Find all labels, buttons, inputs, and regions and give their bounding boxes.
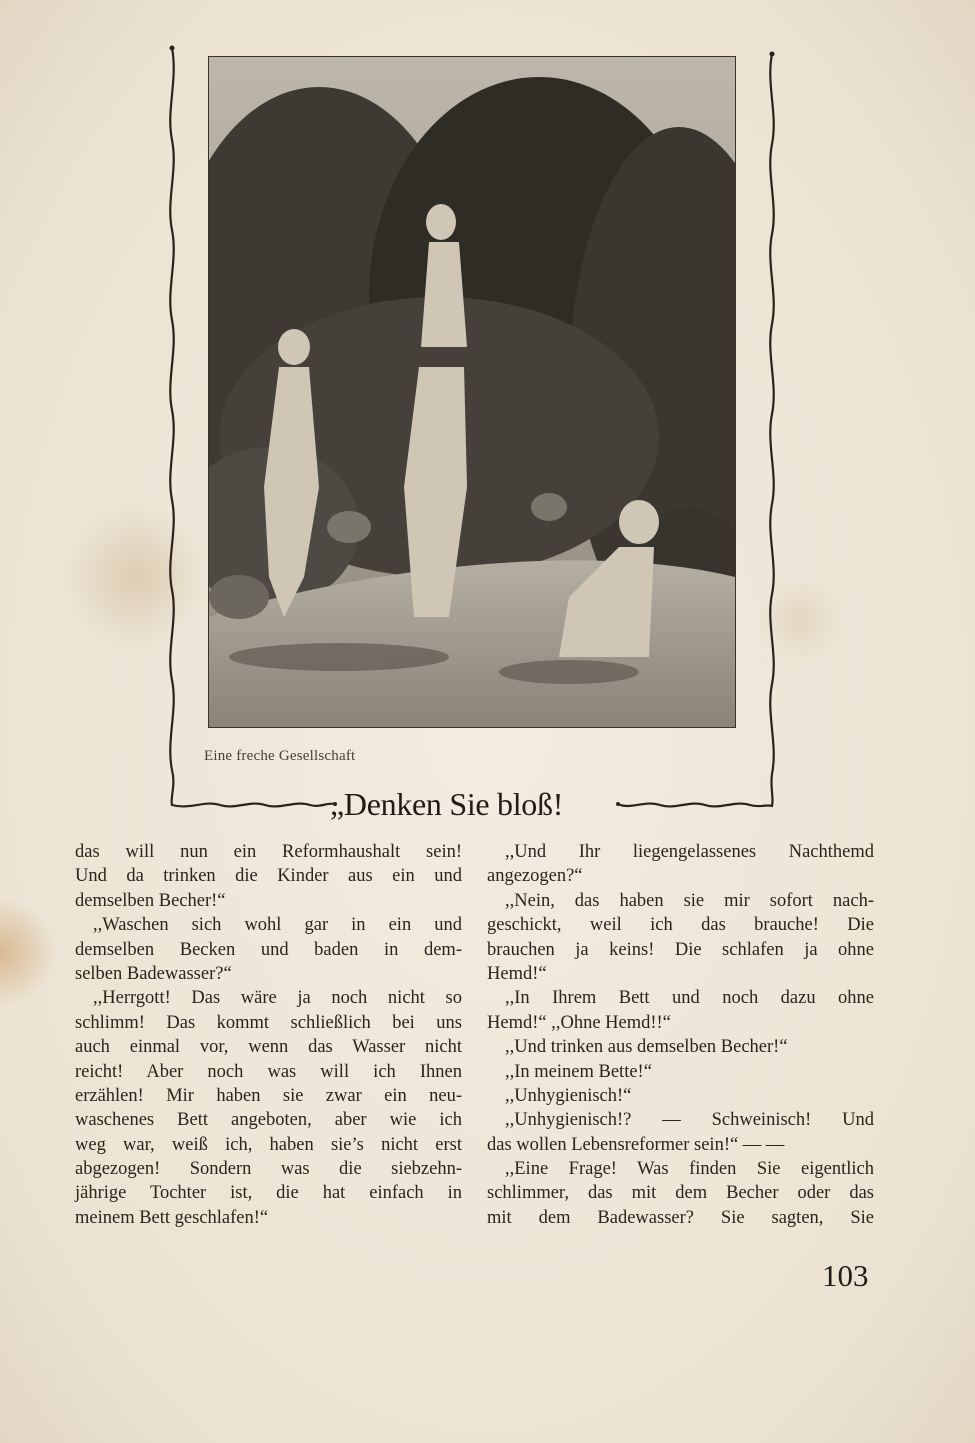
article-headline: „Denken Sie bloß! xyxy=(330,786,564,822)
text-line: ,,Unhygienisch!? — Schweinisch! Und xyxy=(505,1110,874,1131)
text-line: Hemd!“ xyxy=(487,963,547,984)
text-line: Hemd!“ ,,Ohne Hemd!!“ xyxy=(487,1012,671,1033)
text-line: schlimm! Das kommt schließlich bei uns xyxy=(75,1012,462,1033)
text-line: brauchen ja keins! Die schlafen ja ohne xyxy=(487,939,874,960)
text-line: ,,Nein, das haben sie mir sofort nach- xyxy=(505,890,874,911)
text-line: selben Badewasser?“ xyxy=(75,963,232,984)
text-line: ,,Waschen sich wohl gar in ein und xyxy=(93,915,462,936)
text-line: schlimmer, das mit dem Becher oder das xyxy=(487,1183,874,1204)
text-column-right xyxy=(487,840,874,1230)
text-line: weg war, weiß ich, haben sie’s nicht erst xyxy=(75,1134,462,1155)
text-line: ,,Unhygienisch!“ xyxy=(505,1085,632,1106)
text-line: erzählen! Mir haben sie zwar ein neu- xyxy=(75,1085,462,1106)
garden-photograph xyxy=(208,56,736,728)
text-line: waschenes Bett angeboten, aber wie ich xyxy=(75,1110,462,1131)
text-line: ,,In Ihrem Bett und noch dazu ohne xyxy=(505,988,874,1009)
text-line: auch einmal vor, wenn das Wasser nicht xyxy=(75,1037,462,1058)
text-line: jährige Tochter ist, die hat einfach in xyxy=(75,1183,462,1204)
page-number: 103 xyxy=(822,1258,869,1293)
photo-caption: Eine freche Gesellschaft xyxy=(204,748,356,764)
text-line: Und da trinken die Kinder aus ein und xyxy=(75,866,462,887)
text-line: mit dem Badewasser? Sie sagten, Sie xyxy=(487,1207,874,1228)
text-line: geschickt, weil ich das brauche! Die xyxy=(487,915,874,936)
text-line: das wollen Lebensreformer sein!“ — — xyxy=(487,1134,785,1155)
text-line: ,,In meinem Bette!“ xyxy=(505,1061,652,1082)
text-line: meinem Bett geschlafen!“ xyxy=(75,1207,269,1228)
text-line: abgezogen! Sondern was die siebzehn- xyxy=(75,1159,462,1180)
text-line: ,,Und Ihr liegengelassenes Nachthemd xyxy=(505,842,874,862)
text-line: ,,Eine Frage! Was finden Sie eigentlich xyxy=(505,1159,874,1180)
text-line: demselben Becher!“ xyxy=(75,890,226,911)
text-line: das will nun ein Reformhaushalt sein! xyxy=(75,842,462,862)
text-line: ,,Herrgott! Das wäre ja noch nicht so xyxy=(93,988,462,1009)
text-column-left xyxy=(75,840,462,1230)
text-line: angezogen?“ xyxy=(487,866,583,887)
text-line: demselben Becken und baden in dem- xyxy=(75,939,462,960)
text-line: reicht! Aber noch was will ich Ihnen xyxy=(75,1061,462,1082)
text-line: ,,Und trinken aus demselben Becher!“ xyxy=(505,1037,788,1058)
